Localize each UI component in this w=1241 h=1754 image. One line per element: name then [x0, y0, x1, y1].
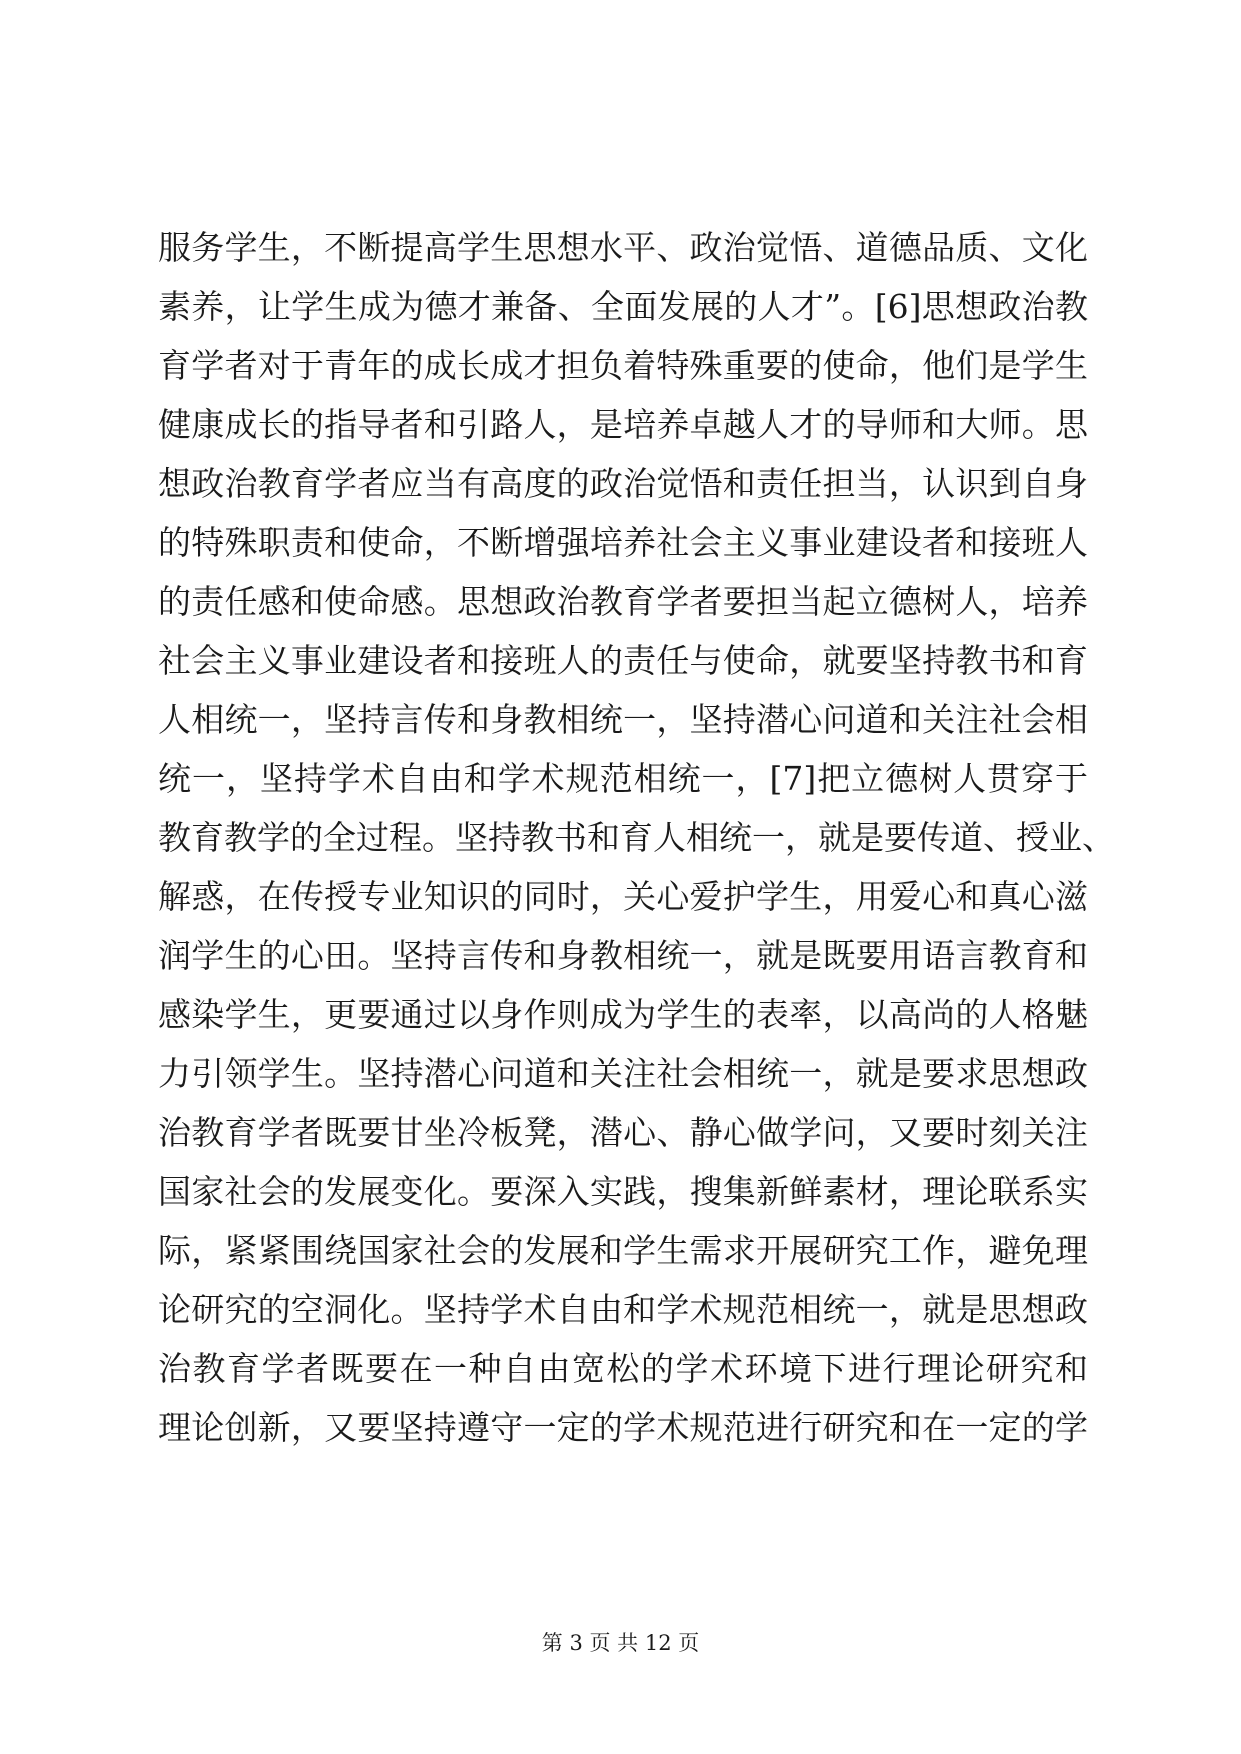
text-line: 润学生的心田。坚持言传和身教相统一，就是既要用语言教育和: [158, 936, 1088, 975]
text-line: 人相统一，坚持言传和身教相统一，坚持潜心问道和关注社会相: [158, 700, 1088, 739]
text-line: 治教育学者既要在一种自由宽松的学术环境下进行理论研究和: [158, 1349, 1088, 1388]
text-line: 解惑，在传授专业知识的同时，关心爱护学生，用爱心和真心滋: [158, 877, 1088, 916]
text-line: 理论创新，又要坚持遵守一定的学术规范进行研究和在一定的学: [158, 1408, 1088, 1447]
text-line: 健康成长的指导者和引路人，是培养卓越人才的导师和大师。思: [158, 405, 1088, 444]
text-line: 想政治教育学者应当有高度的政治觉悟和责任担当，认识到自身: [158, 464, 1088, 503]
page-number-label: 第 3 页 共 12 页: [541, 1631, 700, 1655]
body-paragraph: [158, 218, 1115, 1457]
text-line: 际，紧紧围绕国家社会的发展和学生需求开展研究工作，避免理: [158, 1231, 1088, 1270]
text-line: 力引领学生。坚持潜心问道和关注社会相统一，就是要求思想政: [158, 1054, 1088, 1093]
text-line: 治教育学者既要甘坐冷板凳，潜心、静心做学问，又要时刻关注: [158, 1113, 1088, 1152]
text-line: 国家社会的发展变化。要深入实践，搜集新鲜素材，理论联系实: [158, 1172, 1088, 1211]
page-footer: [0, 1628, 1241, 1658]
text-line: 的特殊职责和使命，不断增强培养社会主义事业建设者和接班人: [158, 523, 1088, 562]
text-line: 育学者对于青年的成长成才担负着特殊重要的使命，他们是学生: [158, 346, 1088, 385]
text-line: 社会主义事业建设者和接班人的责任与使命，就要坚持教书和育: [158, 641, 1088, 680]
text-line: 感染学生，更要通过以身作则成为学生的表率，以高尚的人格魅: [158, 995, 1088, 1034]
text-line: 的责任感和使命感。思想政治教育学者要担当起立德树人，培养: [158, 582, 1088, 621]
text-line: 素养，让学生成为德才兼备、全面发展的人才”。[6]思想政治教: [158, 287, 1088, 326]
text-line: 统一，坚持学术自由和学术规范相统一，[7]把立德树人贯穿于: [158, 759, 1088, 798]
text-line: 论研究的空洞化。坚持学术自由和学术规范相统一，就是思想政: [158, 1290, 1088, 1329]
text-line: 教育教学的全过程。坚持教书和育人相统一，就是要传道、授业、: [158, 818, 1115, 857]
text-line: 服务学生，不断提高学生思想水平、政治觉悟、道德品质、文化: [158, 228, 1088, 267]
